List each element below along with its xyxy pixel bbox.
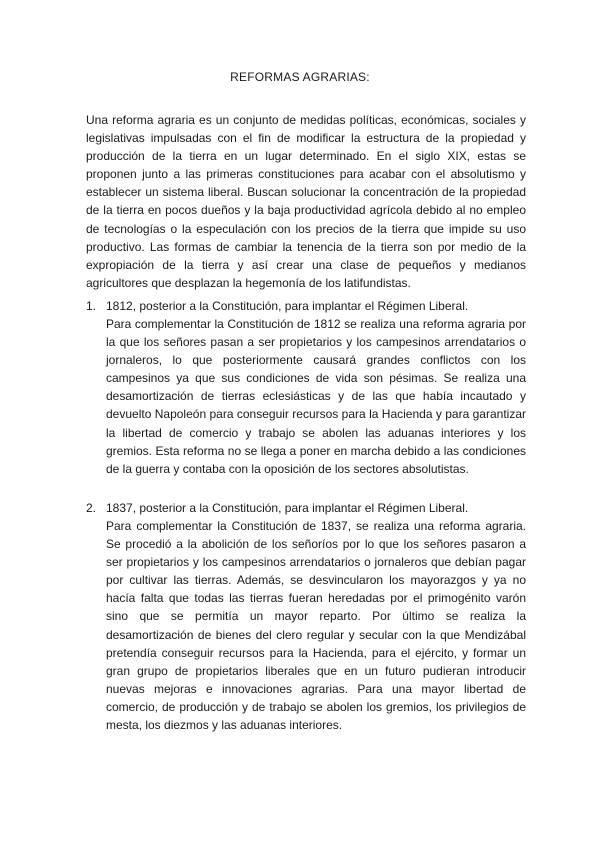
reform-list-1 [86,297,526,478]
list-item-heading-row [86,297,526,315]
list-item-body: Para complementar la Constitución de 1812 se realiza una reforma agraria por la que los señores pasan a ser propietarios y los campesinos arrendatarios o jornaleros, lo que posteriormente causará grandes conflictos con los campesinos ya que sus condiciones de vida son pésimas. Se realiza una desamortización de tierras eclesiásticas y de las que había incautado y devuelto Napoleón para conseguir recursos para la Hacienda y para garantizar la libertad de comercio y trabajo se abolen las aduanas interiores y los gremios. Esta reforma no se llega a poner en marcha debido a las condiciones de la guerra y contaba con la oposición de los sectores absolutistas. [106,317,526,476]
list-item-body: Para complementar la Constitución de 1837, se realiza una reforma agraria. Se procedió a la abolición de los señoríos por lo que los señores pasaron a ser propietarios y los campesinos arrendatarios o jornaleros que debían pagar por cultivar las tierras. Además, se desvincularon los mayorazgos y ya no hacía falta que todas las tierras fueran heredadas por el primogénito varón sino que se permitía un mayor reparto. Por último se realiza la desamortización de bienes del clero regular y secular con la que Mendizábal pretendía conseguir recursos para la Hacienda, para el ejército, y formar un gran grupo de propietarios liberales que en un futuro pudieran introducir nuevas mejoras e innovaciones agrarias. Para una mayor libertad de comercio, de producción y de trabajo se abolen los gremios, los privilegios de mesta, los diezmos y las aduanas interiores. [106,519,526,733]
list-item-heading: 1812, posterior a la Constitución, para implantar el Régimen Liberal. [106,299,469,313]
list-item-number: 2. [86,501,97,515]
list-item-heading-row [86,499,526,517]
intro-paragraph: Una reforma agraria es un conjunto de medidas políticas, económicas, sociales y legislativas impulsadas con el fin de modificar la estructura de la propiedad y producción de la tierra en un lugar determinado. En el siglo XIX, estas se proponen junto a las primeras constituciones para acabar con el absolutismo y establecer un sistema liberal. Buscan solucionar la concentración de la propiedad de la tierra en pocos dueños y la baja productividad agrícola debido al no empleo de tecnologías o la especulación con los precios de la tierra que impide su uso productivo. Las formas de cambiar la tenencia de la tierra son por medio de la expropiación de la tierra y así crear una clase de pequeños y medianos agricultores que desplazan la hegemonía de los latifundistas. [86,113,526,290]
reform-list-2 [86,499,526,734]
list-item-heading: 1837, posterior a la Constitución, para implantar el Régimen Liberal. [106,501,469,515]
list-item [86,499,526,734]
document-title: REFORMAS AGRARIAS: [230,70,370,84]
list-item [86,297,526,478]
list-item-number: 1. [86,299,97,313]
